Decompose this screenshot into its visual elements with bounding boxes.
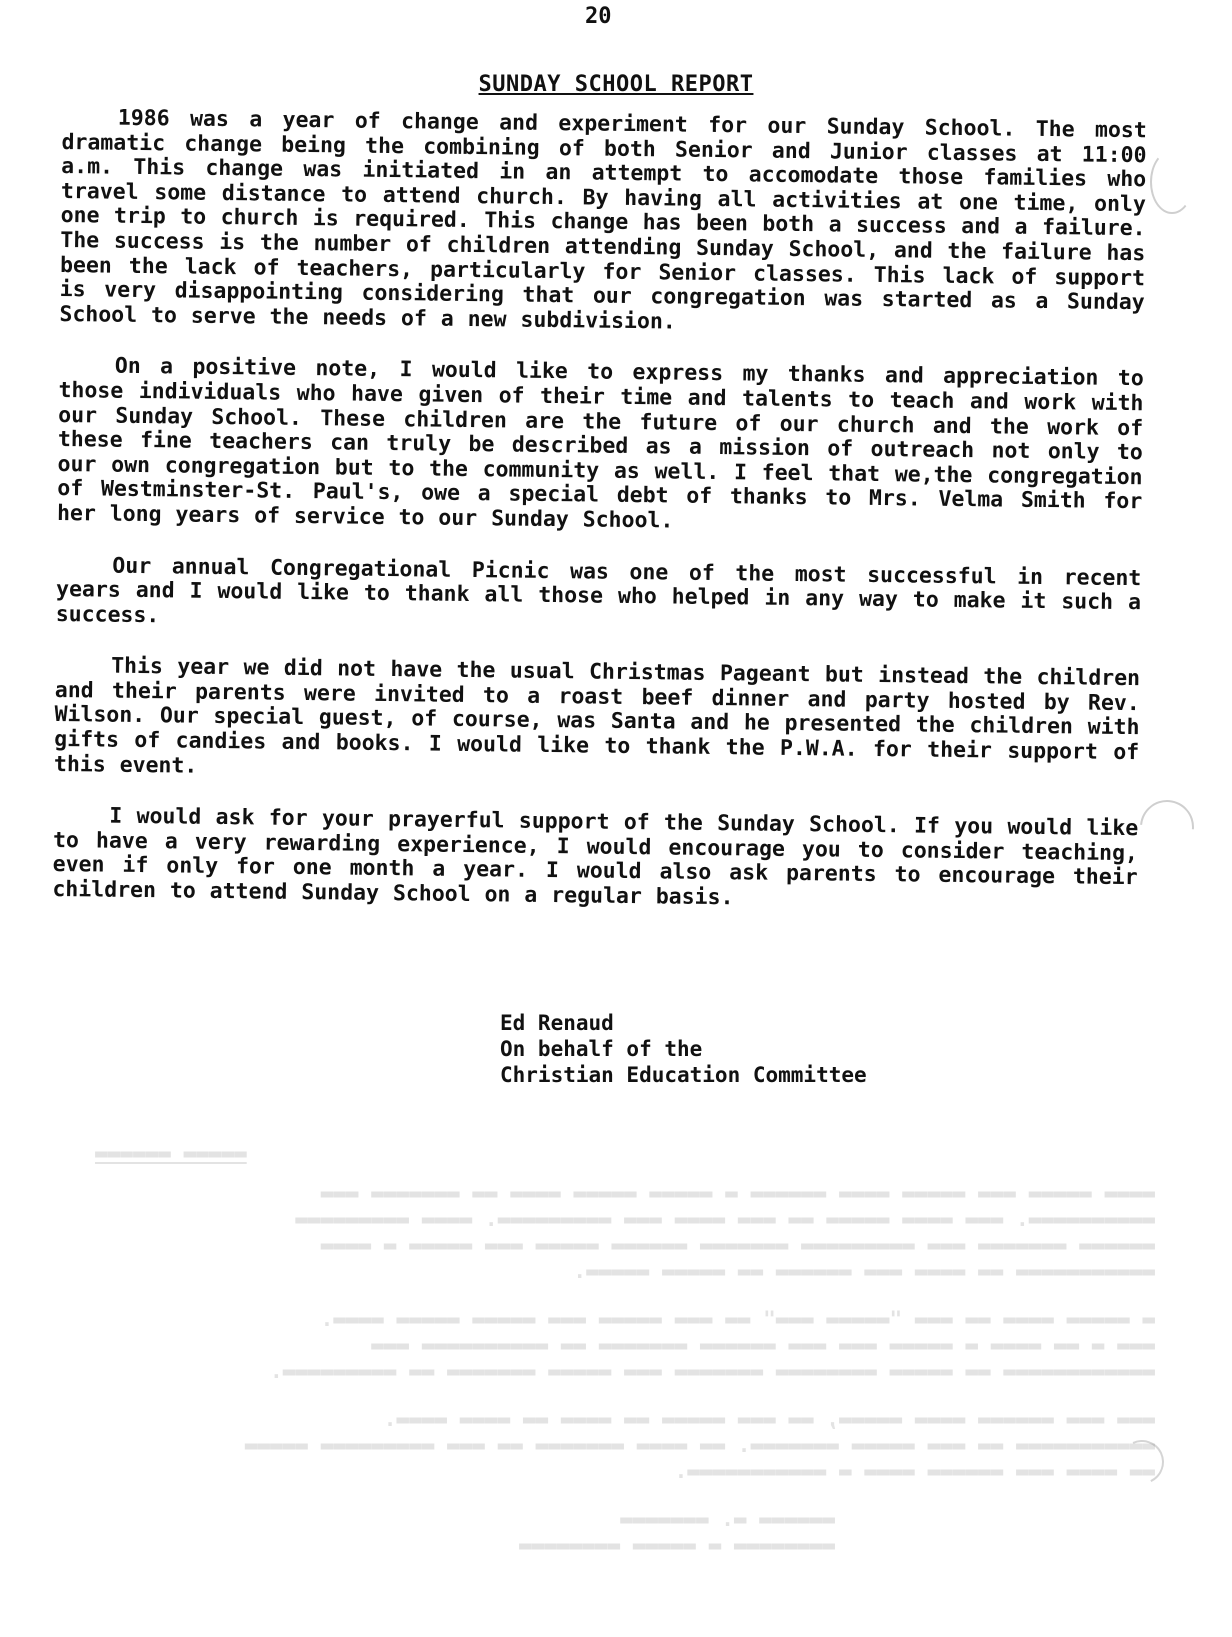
paragraph-change-and-experiment: 1986 was a year of change and experiment for our Sunday School. The most dramatic change being the combining of both Senior and Junior classes at 11:00 a.m. This change was initiated in an attempt to accomodate those families who travel some distance to attend church. By having all activities at one time, only one trip to church is required. This change has been both a success and a failure. The success is the number of children attending Sunday School, and the failure has been the lack of teachers, particularly for Senior classes. This lack of support is very disappointing considering that our congregation was started as a Sunday School to serve the needs of a new subdivision. <box>59 105 1147 335</box>
signature-block <box>500 1010 867 1088</box>
scan-artifact-mark <box>1129 789 1205 865</box>
signature-name: Ed Renaud <box>500 1011 614 1035</box>
scan-artifact-mark <box>1150 150 1194 214</box>
page-number: 20 <box>585 4 612 29</box>
report-title: SUNDAY SCHOOL REPORT <box>478 72 754 97</box>
paragraph-thanks-to-teachers: On a positive note, I would like to express my thanks and appreciation to those individuals who have given of their time and talents to teach and work with our Sunday School. These children are the future of our church and the work of these fine teachers can truly be described as a mission of outreach not only to our own congregation but to the community as well. I feel that we,the congregation of Westminster-St. Paul's, owe a special debt of thanks to Mrs. Velma Smith for her long years of service to our Sunday School. <box>56 354 1144 534</box>
signature-line-behalf: On behalf of the <box>500 1037 703 1061</box>
signature-line-committee: Christian Education Committee <box>500 1063 867 1087</box>
bleed-through-texture: ▬▬▬▬▬ ▬▬▬▬▬▬ ▬▬▬▬ ▬▬▬▬▬ ▬▬▬ ▬▬▬▬▬ ▬▬▬▬ ▬▬▬▬▬▬ ▬ ▬▬▬▬▬ ▬▬▬▬▬ ▬▬▬▬ ▬▬ ▬▬▬▬▬▬▬ ▬▬▬ ▬▬▬▬▬▬▬▬▬▬. ▬▬▬ ▬▬▬▬ ▬▬▬▬▬ ▬▬ ▬▬▬ ▬▬▬▬ ▬▬▬ ▬▬▬▬▬▬▬▬▬. ▬▬▬▬ ▬▬▬▬▬▬▬▬▬ ▬▬▬▬▬▬ ▬▬▬▬▬▬▬ ▬▬▬ ▬▬▬▬▬▬▬▬▬ ▬▬▬▬▬▬▬ ▬▬▬▬▬▬ ▬▬▬▬▬ ▬▬▬ ▬▬▬▬▬ ▬ ▬▬▬▬ ▬▬▬▬▬▬▬▬▬▬▬ ▬▬ ▬▬▬▬ ▬▬▬ ▬▬▬▬▬▬ ▬▬ ▬▬▬▬▬ ▬▬▬▬▬. ▬ ▬▬▬▬▬ ▬▬▬▬ ▬▬ ▬▬▬ "▬▬▬▬▬ ▬▬▬" ▬▬ ▬▬▬ ▬▬▬▬▬ ▬▬▬ ▬▬▬▬▬ ▬▬▬▬▬ ▬▬▬▬. ▬▬▬ ▬ ▬▬ ▬▬▬▬ ▬ ▬▬▬▬▬ ▬▬▬ ▬▬▬ ▬▬▬▬▬▬ ▬▬▬▬▬▬▬ ▬▬ ▬▬▬▬▬▬▬▬▬▬ ▬▬▬ ▬▬▬▬▬▬▬▬▬▬▬▬ ▬▬ ▬▬▬▬▬ ▬▬▬▬▬▬▬▬ ▬▬▬▬▬▬▬ ▬▬▬ ▬▬▬▬▬ ▬▬▬▬▬▬▬ ▬▬ ▬▬▬▬▬▬▬▬▬. ▬▬▬ ▬▬▬ ▬▬▬▬▬▬ ▬▬▬▬ ▬▬▬▬▬, ▬▬ ▬▬▬ ▬▬▬▬▬ ▬▬ ▬▬▬▬ ▬▬ ▬▬▬▬ ▬▬▬▬. ▬▬▬▬▬▬▬▬▬▬▬ ▬▬ ▬▬▬ ▬▬▬▬▬ ▬▬▬▬▬▬▬. ▬▬ ▬▬▬▬ ▬▬▬▬▬▬▬ ▬▬ ▬▬▬ ▬▬▬▬▬▬▬▬▬ ▬▬▬▬▬ ▬▬ ▬▬▬▬ ▬▬▬ ▬▬▬▬▬▬ ▬▬▬▬ ▬ ▬▬▬▬▬▬▬▬▬▬▬. ▬▬▬▬▬▬ ▬. ▬▬▬▬▬▬▬ ▬▬▬▬▬▬▬▬ ▬ ▬▬▬▬▬ ▬▬▬▬▬▬▬▬ <box>95 1141 1155 1557</box>
report-body <box>52 106 1147 943</box>
paragraph-request-for-support: I would ask for your prayerful support of the Sunday School. If you would like to have a very rewarding experience, I would encourage you to consider teaching, even if only for one month a year. I would also ask parents to encourage their children to attend Sunday School on a regular basis. <box>52 803 1139 911</box>
paragraph-christmas-dinner: This year we did not have the usual Christmas Pageant but instead the children and their parents were invited to a roast beef dinner and party hosted by Rev. Wilson. Our special guest, of course, was Santa and he presented the children with gifts of candies and books. I would like to thank the P.W.A. for their support of this event. <box>53 653 1141 779</box>
paragraph-congregational-picnic: Our annual Congregational Picnic was one of the most successful in recent years and I would like to thank all those who helped in any way to make it such a success. <box>55 553 1142 628</box>
